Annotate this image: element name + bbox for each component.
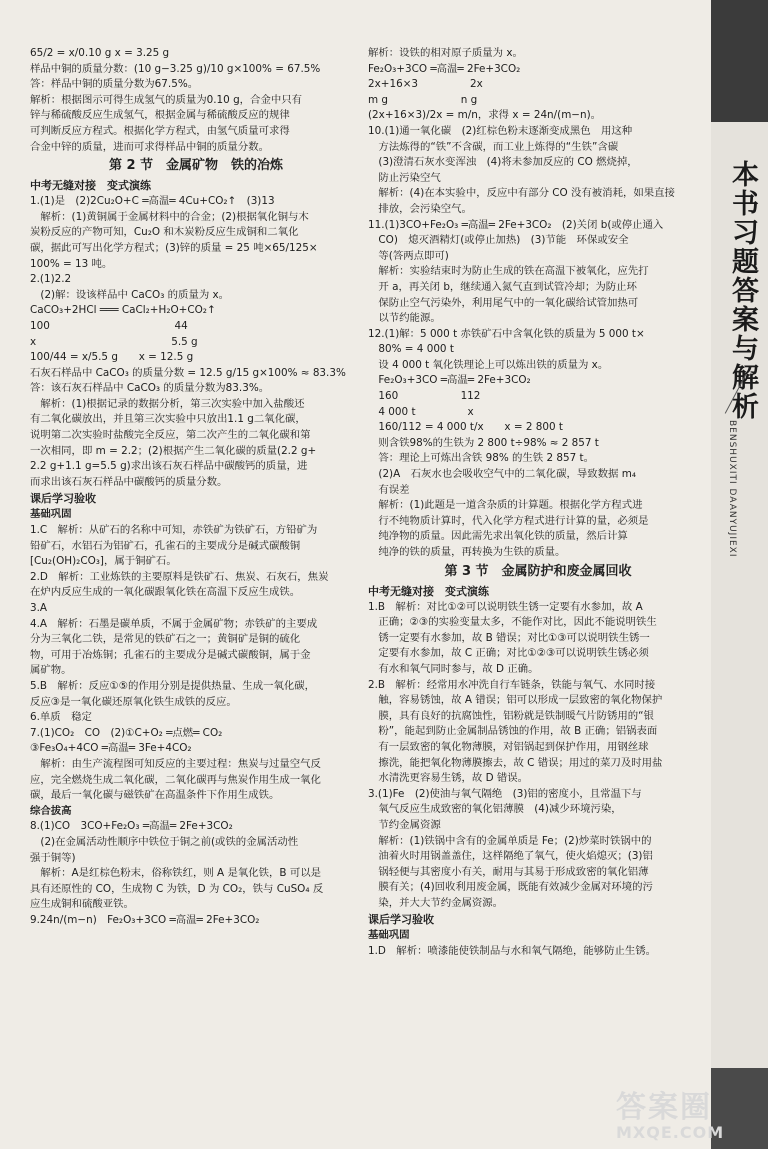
text-line: 12.(1)解：5 000 t 赤铁矿石中含氧化铁的质量为 5 000 t× xyxy=(368,327,645,340)
side-tab xyxy=(711,0,768,1149)
minor-heading: 综合拔高 xyxy=(30,804,72,817)
subsection-heading: 中考无缝对接 变式演练 xyxy=(368,584,489,598)
text-line: 纯净的铁的质量，再转换为生铁的质量。 xyxy=(368,546,566,558)
text-line: 触，容易锈蚀，故 A 错误；铝可以形成一层致密的氧化物保护 xyxy=(368,694,663,707)
text-line: 纯净物的质量。因此需先求出氧化铁的质量，然后计算 xyxy=(368,530,628,543)
text-line: 强于铜等) xyxy=(30,851,76,864)
text-line: 160/112 = 4 000 t/x x = 2 800 t xyxy=(368,421,564,434)
text-line: 11.(1)3CO+Fe₂O₃ ═高温═ 2Fe+3CO₂ (2)关闭 b(或停止通入 xyxy=(368,218,664,231)
text-line: 属矿物。 xyxy=(30,664,72,677)
text-line: 应，完全燃烧生成二氧化碳，二氧化碳再与焦炭作用生成一氧化 xyxy=(30,773,321,786)
text-line: 粉”，能起到防止金属制品锈蚀的作用，故 B 正确；铝锅表面 xyxy=(368,725,658,738)
text-line: 2.(1)2.2 xyxy=(30,273,72,286)
text-line: Fe₂O₃+3CO ═高温═ 2Fe+3CO₂ xyxy=(368,62,521,75)
text-line: 锌与稀硫酸反应生成氢气，根据金属与稀硫酸反应的规律 xyxy=(30,109,290,122)
text-line: 样品中铜的质量分数：(10 g−3.25 g)/10 g×100% = 67.5% xyxy=(30,62,321,75)
text-line: 有一层致密的氧化物薄膜，对铝锅起到保护作用，用钢丝球 xyxy=(368,740,649,753)
minor-heading: 基础巩固 xyxy=(368,929,410,942)
text-line: 100/44 = x/5.5 g x = 12.5 g xyxy=(30,351,194,364)
text-line: 保防止空气污染外，利用尾气中的一氧化碳给试管加热可 xyxy=(368,296,639,309)
text-line: 4 000 t x xyxy=(368,405,474,418)
text-line: m g n g xyxy=(368,93,478,106)
text-line: 碳，最后一氧化碳与磁铁矿在高温条件下作用生成铁。 xyxy=(30,789,280,802)
text-line: 分为三氧化二铁，是常见的铁矿石之一；黄铜矿是铜的硫化 xyxy=(30,633,301,646)
text-line: 氧气反应生成致密的氧化铝薄膜 (4)减少环境污染， xyxy=(368,803,622,816)
text-line: 水清洗更容易生锈，故 D 错误。 xyxy=(368,772,529,785)
text-line: 6.单质 稳定 xyxy=(30,711,92,724)
text-line: 合金中锌的质量，进而可求得样品中铜的质量分数。 xyxy=(30,140,269,153)
text-line: 说明第二次实验时盐酸完全反应，第二次产生的二氧化碳和第 xyxy=(30,429,311,442)
text-line: CaCO₃+2HCl ═══ CaCl₂+H₂O+CO₂↑ xyxy=(30,304,216,317)
text-line: 油着火时用锅盖盖住，这样隔绝了氧气，使火焰熄灭；(3)铝 xyxy=(368,850,653,863)
text-line: 解析：(1)此题是一道含杂质的计算题。根据化学方程式进 xyxy=(368,499,643,512)
text-line: 解析：设铁的相对原子质量为 x。 xyxy=(368,47,523,59)
text-line: 5.B 解析：反应①⑤的作用分别是提供热量、生成一氧化碳， xyxy=(30,679,316,692)
text-line: CO) 熄灭酒精灯(或停止加热) (3)节能 环保或安全 xyxy=(368,234,629,247)
text-line: 160 112 xyxy=(368,390,481,403)
text-line: 应生成铜和硫酸亚铁。 xyxy=(30,898,134,911)
text-line: 有误差 xyxy=(368,483,410,496)
section-heading: 第 3 节 金属防护和废金属回收 xyxy=(444,563,632,579)
text-line: 解析：实验结束时为防止生成的铁在高温下被氧化，应先打 xyxy=(368,265,649,278)
text-line: 碳，据此可写出化学方程式；(3)锌的质量 = 25 吨×65/125× xyxy=(30,241,318,254)
text-line: (2)A 石灰水也会吸收空气中的二氧化碳，导致数据 m₄ xyxy=(368,468,637,481)
text-line: 解析：由生产流程图可知反应的主要过程：焦炭与过量空气反 xyxy=(30,757,321,770)
text-line: 物，可用于冶炼铜；孔雀石的主要成分是碱式碳酸铜，属于金 xyxy=(30,648,311,661)
text-line: 擦洗，能把氧化物薄膜擦去，故 C 错误；用过的菜刀及时用盐 xyxy=(368,756,663,769)
text-line: 1.B 解析：对比①②可以说明铁生锈一定要有水参加，故 A xyxy=(368,600,643,613)
text-line: 解析：根据图示可得生成氢气的质量为0.10 g，合金中只有 xyxy=(30,93,303,106)
text-line: 2.D 解析：工业炼铁的主要原料是铁矿石、焦炭、石灰石，焦炭 xyxy=(30,570,329,583)
text-line: 方法炼得的“铁”不含碳，而工业上炼得的“生铁”含碳 xyxy=(368,140,619,153)
subsection-heading: 课后学习验收 xyxy=(30,492,96,506)
text-line: 7.(1)CO₂ CO (2)①C+O₂ ═点燃═ CO₂ xyxy=(30,726,223,739)
text-line: 1.D 解析：喷漆能使铁制品与水和氧气隔绝，能够防止生锈。 xyxy=(368,945,657,958)
text-line: 2x+16×3 2x xyxy=(368,78,483,91)
text-line: 一次相同，即 m = 2.2；(2)根据产生二氧化碳的质量(2.2 g+ xyxy=(30,444,317,457)
text-line: 65/2 = x/0.10 g x = 3.25 g xyxy=(30,47,170,59)
text-line: 9.24n/(m−n) Fe₂O₃+3CO ═高温═ 2Fe+3CO₂ xyxy=(30,913,260,926)
side-tab-title: 本书习题答案与解析 xyxy=(727,160,758,421)
text-line: 锅轻便与其密度小有关，耐用与其易于形成致密的氧化铝薄 xyxy=(368,865,649,878)
text-line: 铅矿石，水铝石为铝矿石，孔雀石的主要成分是碱式碳酸铜 xyxy=(30,539,301,552)
text-line: 3.A xyxy=(30,602,48,614)
text-line: 膜，具有良好的抗腐蚀性，铝粉就是铁制暖气片防锈用的“银 xyxy=(368,709,654,722)
text-line: 可判断反应方程式。根据化学方程式，由氢气质量可求得 xyxy=(30,124,290,137)
text-line: (2x+16×3)/2x = m/n，求得 x = 24n/(m−n)。 xyxy=(368,109,602,122)
subsection-heading: 课后学习验收 xyxy=(368,913,434,927)
text-line: 4.A 解析：石墨是碳单质，不属于金属矿物；赤铁矿的主要成 xyxy=(30,617,318,630)
text-line: 定要有水参加，故 C 正确；对比①②③可以说明铁生锈必须 xyxy=(368,647,649,660)
text-line: 染，并大大节约金属资源。 xyxy=(368,896,504,909)
right-column xyxy=(368,46,708,960)
text-line: 有水和氧气同时参与，故 D 正确。 xyxy=(368,662,539,675)
text-line: 节约金属资源 xyxy=(368,818,441,831)
text-line: ③Fe₃O₄+4CO ═高温═ 3Fe+4CO₂ xyxy=(30,742,192,755)
text-line: 锈一定要有水参加，故 B 错误；对比①③可以说明铁生锈一 xyxy=(368,631,650,644)
text-line: (2)解：设该样品中 CaCO₃ 的质量为 x。 xyxy=(30,288,230,301)
text-line: 以节约能源。 xyxy=(368,312,441,325)
text-line: 反应③是一氧化碳还原氧化铁生成铁的反应。 xyxy=(30,695,237,708)
text-line: 2.B 解析：经常用水冲洗自行车链条，铁能与氧气、水同时接 xyxy=(368,678,656,691)
text-line: 100 44 xyxy=(30,319,188,332)
text-line: 正确；②③的实验变量太多，不能作对比，因此不能说明铁生 xyxy=(368,616,657,629)
side-tab-dark-block xyxy=(711,0,768,122)
text-line: 解析：(1)黄铜属于金属材料中的合金；(2)根据氧化铜与木 xyxy=(30,210,309,223)
text-line: 100% = 13 吨。 xyxy=(30,257,113,270)
text-line: x 5.5 g xyxy=(30,335,198,348)
text-line: 则含铁98%的生铁为 2 800 t÷98% ≈ 2 857 t xyxy=(368,436,599,449)
text-line: 3.(1)Fe (2)使油与氧气隔绝 (3)铝的密度小，且常温下与 xyxy=(368,787,642,800)
text-line: [Cu₂(OH)₂CO₃]，属于铜矿石。 xyxy=(30,555,177,568)
text-line: 在炉内反应生成的一氧化碳跟氧化铁在高温下反应生成铁。 xyxy=(30,586,301,599)
watermark-url: MXQE.COM xyxy=(616,1123,725,1142)
text-line: 80% = 4 000 t xyxy=(368,343,454,356)
left-column xyxy=(30,46,362,928)
text-line: 具有还原性的 CO，生成物 C 为铁，D 为 CO₂，铁与 CuSO₄ 反 xyxy=(30,882,324,895)
side-tab-pinyin xyxy=(725,420,738,557)
text-line: 8.(1)CO 3CO+Fe₂O₃ ═高温═ 2Fe+3CO₂ xyxy=(30,820,233,833)
subsection-heading: 中考无缝对接 变式演练 xyxy=(30,179,151,193)
text-line: 石灰石样品中 CaCO₃ 的质量分数 = 12.5 g/15 g×100% ≈ 83.3% xyxy=(30,366,346,379)
text-line: 1.(1)是 (2)2Cu₂O+C ═高温═ 4Cu+CO₂↑ (3)13 xyxy=(30,195,275,208)
text-line: 有二氧化碳放出，并且第三次实验中只放出1.1 g二氧化碳， xyxy=(30,413,306,426)
side-tab-pinyin-2: DAANYUJIEXI xyxy=(727,488,737,558)
text-line: 等(答两点即可) xyxy=(368,249,449,262)
text-line: 解析：A是红棕色粉末，俗称铁红，则 A 是氧化铁，B 可以是 xyxy=(30,867,322,880)
text-line: 开 a，再关闭 b，继续通入氮气直到试管冷却；为防止环 xyxy=(368,280,637,293)
text-line: 解析：(1)根据记录的数据分析，第三次实验中加入盐酸还 xyxy=(30,397,305,410)
text-line: 2.2 g+1.1 g=5.5 g)求出该石灰石样品中碳酸钙的质量，进 xyxy=(30,460,308,473)
text-line: 解析：(1)铁锅中含有的金属单质是 Fe；(2)炒菜时铁锅中的 xyxy=(368,834,652,847)
text-line: 炭粉反应的产物可知，Cu₂O 和木炭粉反应生成铜和二氧化 xyxy=(30,226,299,239)
section-heading: 第 2 节 金属矿物 铁的冶炼 xyxy=(108,158,284,174)
text-line: 行不纯物质计算时，代入化学方程式进行计算的量，必须是 xyxy=(368,514,649,527)
watermark xyxy=(616,1092,760,1144)
text-line: 设 4 000 t 氧化铁理论上可以炼出铁的质量为 x。 xyxy=(368,358,609,371)
text-line: 答：理论上可炼出含铁 98% 的生铁 2 857 t。 xyxy=(368,452,594,465)
text-line: Fe₂O₃+3CO ═高温═ 2Fe+3CO₂ xyxy=(368,374,531,387)
text-line: 答：该石灰石样品中 CaCO₃ 的质量分数为83.3%。 xyxy=(30,382,270,395)
text-line: 排放，会污染空气。 xyxy=(368,202,472,215)
text-line: 10.(1)通一氧化碳 (2)红棕色粉末逐渐变成黑色 用这种 xyxy=(368,124,633,137)
text-line: 而求出该石灰石样品中碳酸钙的质量分数。 xyxy=(30,475,228,488)
minor-heading: 基础巩固 xyxy=(30,508,72,521)
text-line: 解析：(4)在本实验中，反应中有部分 CO 没有被消耗，如果直接 xyxy=(368,187,675,200)
text-line: (3)澄清石灰水变浑浊 (4)将未参加反应的 CO 燃烧掉， xyxy=(368,156,638,169)
side-tab-pinyin-1: BENSHUXITI xyxy=(727,420,737,485)
text-line: 防止污染空气 xyxy=(368,171,441,184)
watermark-logo-text: 答案圈 xyxy=(616,1090,712,1125)
text-line: 膜有关；(4)回收利用废金属，既能有效减少金属对环境的污 xyxy=(368,881,653,894)
text-line: (2)在金属活动性顺序中铁位于铜之前(或铁的金属活动性 xyxy=(30,835,299,848)
text-line: 答：样品中铜的质量分数为67.5%。 xyxy=(30,78,199,91)
text-line: 1.C 解析：从矿石的名称中可知，赤铁矿为铁矿石，方铅矿为 xyxy=(30,524,318,537)
